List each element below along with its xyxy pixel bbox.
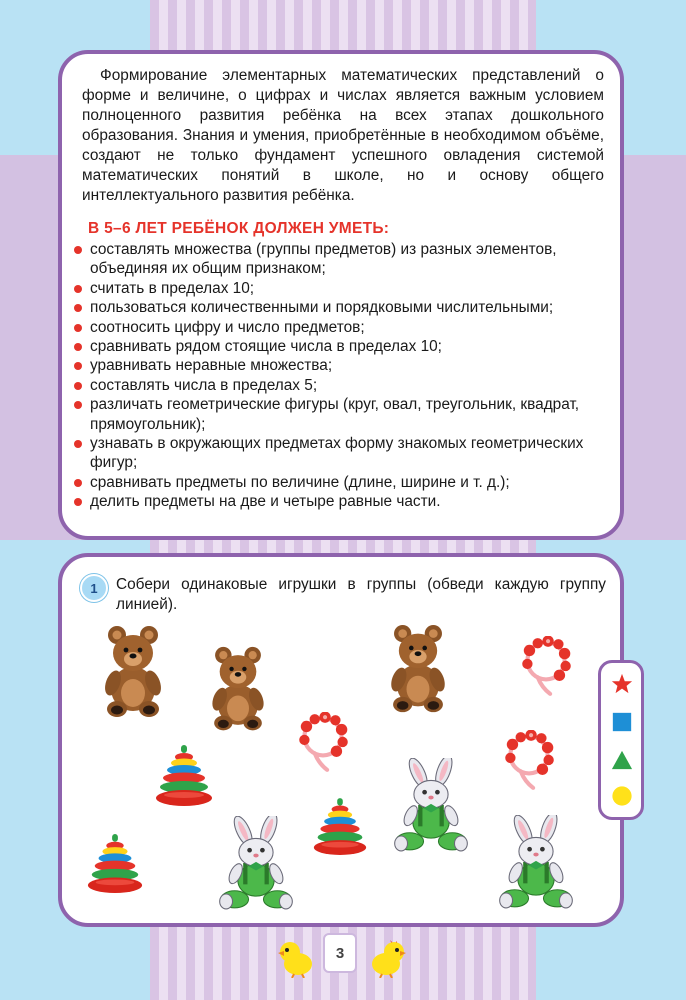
list-item: делить предметы на две и четыре равные части. xyxy=(70,492,610,511)
page-number: 3 xyxy=(323,933,357,973)
ring-pyramid-icon xyxy=(312,790,368,864)
teddy-bear-icon xyxy=(205,646,271,734)
bullet-icon xyxy=(74,401,82,409)
list-item: считать в пределах 10; xyxy=(70,279,610,298)
circle-icon xyxy=(611,785,633,807)
task-instruction: Собери одинаковые игрушки в группы (обведи каждую группу линией). xyxy=(116,576,606,613)
bullet-icon xyxy=(74,382,82,390)
intro-card xyxy=(58,50,624,540)
chick-icon xyxy=(368,938,408,978)
rattle-icon xyxy=(515,636,577,698)
list-item: сравнивать предметы по величине (длине, ширине и т. д.); xyxy=(70,473,610,492)
ring-pyramid-icon xyxy=(86,826,144,902)
rattle-icon xyxy=(498,730,560,792)
ring-pyramid-icon xyxy=(154,738,214,814)
bullet-icon xyxy=(74,285,82,293)
square-icon xyxy=(611,711,633,733)
task-number-badge: 1 xyxy=(80,574,108,602)
bullet-icon xyxy=(74,343,82,351)
bunny-icon xyxy=(393,758,469,852)
skills-list xyxy=(70,240,610,512)
bullet-icon xyxy=(74,479,82,487)
bullet-icon xyxy=(74,362,82,370)
list-item: узнавать в окружающих предметах форму знакомых геометрических фигур; xyxy=(70,434,610,473)
list-item: пользоваться количественными и порядковыми числительными; xyxy=(70,298,610,317)
chick-icon xyxy=(276,938,316,978)
rattle-icon xyxy=(292,712,354,774)
bullet-icon xyxy=(74,324,82,332)
bullet-icon xyxy=(74,304,82,312)
teddy-bear-icon xyxy=(103,625,163,721)
list-item: соотносить цифру и число предметов; xyxy=(70,318,610,337)
bunny-icon xyxy=(218,816,294,910)
intro-paragraph: Формирование элементарных математических представлений о форме и величине, о цифрах и числах является важным условием полноценного развития ребёнка на всех этапах дошкольного образования. Знания и умения, приобретённые в необходимом объёме, создают не только фундамент успешного овладения системой математических понятий в школе, но и основу общего интеллектуального развития ребёнка. xyxy=(82,67,604,204)
list-item: составлять числа в пределах 5; xyxy=(70,376,610,395)
teddy-bear-icon xyxy=(385,624,451,716)
star-icon xyxy=(611,673,633,695)
list-item: уравнивать неравные множества; xyxy=(70,356,610,375)
shapes-panel xyxy=(598,660,644,820)
triangle-icon xyxy=(611,749,633,771)
list-item: составлять множества (группы предметов) из разных элементов, объединяя их общим признаком; xyxy=(70,240,610,279)
bullet-icon xyxy=(74,246,82,254)
list-item: различать геометрические фигуры (круг, овал, треугольник, квадрат, прямоугольник); xyxy=(70,395,610,434)
list-item: сравнивать рядом стоящие числа в пределах 10; xyxy=(70,337,610,356)
skills-heading: В 5–6 ЛЕТ РЕБЁНОК ДОЛЖЕН УМЕТЬ: xyxy=(88,220,390,237)
bullet-icon xyxy=(74,498,82,506)
bullet-icon xyxy=(74,440,82,448)
bunny-icon xyxy=(498,815,574,909)
